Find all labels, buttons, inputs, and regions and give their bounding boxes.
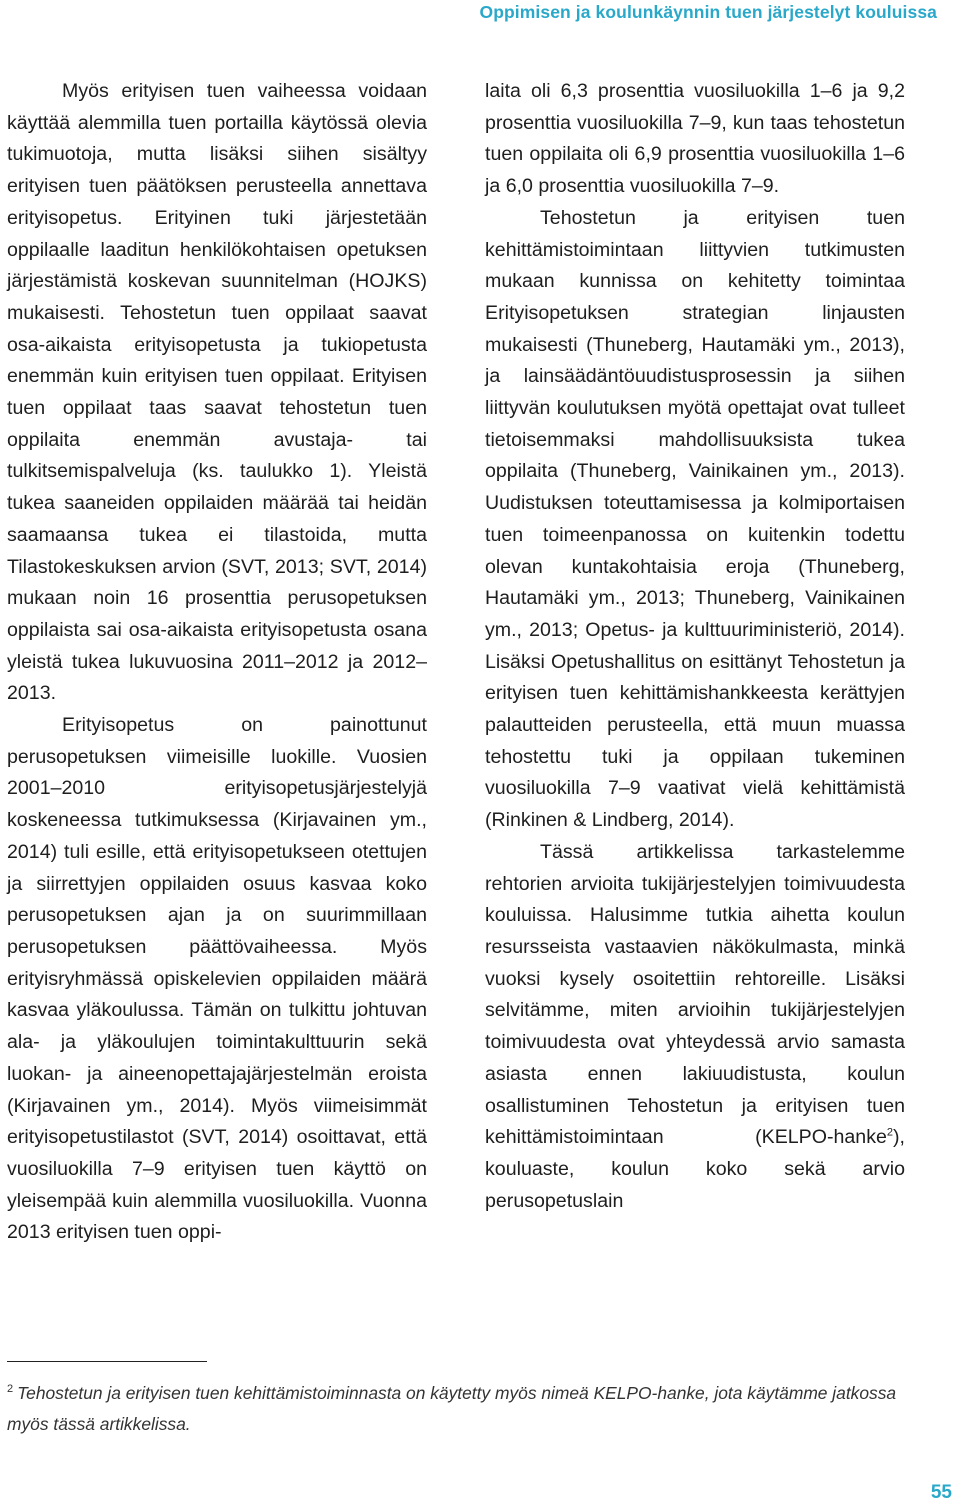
right-column: [485, 76, 905, 1217]
body-paragraph: laita oli 6,3 prosenttia vuosiluokilla 1–6 ja 9,2 prosenttia vuosiluokilla 7–9, kun taas tehostetun tuen oppilaita oli 6,9 prosenttia vuosiluokilla 1–6 ja 6,0 prosenttia vuosiluokilla 7–9.: [485, 80, 905, 198]
footnote-divider: [7, 1361, 207, 1362]
body-paragraph: Tehostetun ja erityisen tuen kehittämistoimintaan liittyvien tutkimusten mukaan kunnissa on kehitetty toimintaa Erityisopetuksen strategian linjausten mukaisesti (Thuneberg, Hautamäki ym., 2013), ja lainsäädäntöuudistusprosessin ja siihen liittyvän koulutuksen myötä opettajat ovat tulleet tietoisemmaksi mahdollisuuksista tukea oppilaita (Thuneberg, Vainikainen ym., 2013). Uudistuksen toteuttamisessa ja kolmiportaisen tuen toimeenpanossa on kuitenkin todettu olevan kuntakohtaisia eroja (Thuneberg, Hautamäki ym., 2013; Thuneberg, Vainikainen ym., 2013; Opetus- ja kulttuuriministeriö, 2014). Lisäksi Opetushallitus on esittänyt Tehostetun ja erityisen tuen kehittämishankkeesta kerättyjen palautteiden perusteella, että muun muassa tehostettu tuki ja oppilaan tukeminen vuosiluokilla 7–9 vaativat vielä kehittämistä (Rinkinen & Lindberg, 2014).: [485, 206, 905, 832]
paragraph-text: ), kouluaste, koulun koko sekä arvio perusopetuslain: [485, 1126, 905, 1212]
footnote: [7, 1378, 912, 1440]
body-paragraph: Myös erityisen tuen vaiheessa voidaan käyttää alemmilla tuen portailla käytössä olevia tukimuotoja, mutta lisäksi siihen sisältyy erityisen tuen päätöksen perusteella annettava erityisopetus. Erityinen tuki järjestetään oppilaalle laaditun henkilökohtaisen opetuksen järjestämistä koskevan suunnitelman (HOJKS) mukaisesti. Tehostetun tuen oppilaat saavat osa-aikaista erityisopetusta ja tukiopetusta enemmän kuin erityisen tuen oppilaat. Erityisen tuen oppilaat taas saavat tehostetun tuen oppilaita enemmän avustaja- tai tulkitsemispalveluja (ks. taulukko 1). Yleistä tukea saaneiden oppilaiden määrää tai heidän saamaansa tukea ei tilastoida, mutta Tilastokeskuksen arvion (SVT, 2013; SVT, 2014) mukaan noin 16 prosenttia perusopetuksen oppilaista sai osa-aikaista erityisopetusta osana yleistä tukea lukuvuosina 2011–2012 ja 2012–2013.: [7, 80, 427, 705]
left-column: [7, 76, 427, 1249]
page-number: 55: [930, 1482, 952, 1503]
footnote-text: Tehostetun ja erityisen tuen kehittämistoiminnasta on käytetty myös nimeä KELPO-hanke, jota käytämme jatkossa myös tässä artikkelissa.: [7, 1383, 897, 1434]
body-paragraph: Erityisopetus on painottunut perusopetuksen viimeisille luokille. Vuosien 2001–2010 erityisopetusjärjestelyjä koskeneessa tutkimuksessa (Kirjavainen ym., 2014) tuli esille, että erityisopetukseen otettujen ja siirrettyjen oppilaiden osuus kasvaa koko perusopetuksen ajan ja on suurimmillaan perusopetuksen päättövaiheessa. Myös erityisryhmässä opiskelevien oppilaiden määrä kasvaa yläkoulussa. Tämän on tulkittu johtuvan ala- ja yläkoulujen toimintakulttuurin sekä luokan- ja aineenopettajajärjestelmän eroista (Kirjavainen ym., 2014). Myös viimeisimmät erityisopetustilastot (SVT, 2014) osoittavat, että vuosiluokilla 7–9 erityisen tuen käyttö on yleisempää kuin alemmilla vuosiluokilla. Vuonna 2013 erityisen tuen oppi-: [7, 714, 427, 1244]
footnote-marker: 2: [7, 1383, 14, 1396]
running-header: Oppimisen ja koulunkäynnin tuen järjestelyt kouluissa: [479, 2, 937, 22]
paragraph-text: Tässä artikkelissa tarkastelemme rehtorien arvioita tukijärjestelyjen toimivuudesta kouluissa. Halusimme tutkia aihetta koulun resursseista vastaavien näkökulmasta, minkä vuoksi kysely osoitettiin rehtoreille. Lisäksi selvitämme, miten arvioihin tukijärjestelyjen toimivuudesta ovat yhteydessä arvio samasta asiasta ennen lakiuudistusta, koulun osallistuminen Tehostetun ja erityisen tuen kehittämistoimintaan (KELPO-hanke: [485, 840, 905, 1149]
body-paragraph: [485, 837, 905, 1217]
footnote-reference[interactable]: 2: [886, 1126, 894, 1139]
